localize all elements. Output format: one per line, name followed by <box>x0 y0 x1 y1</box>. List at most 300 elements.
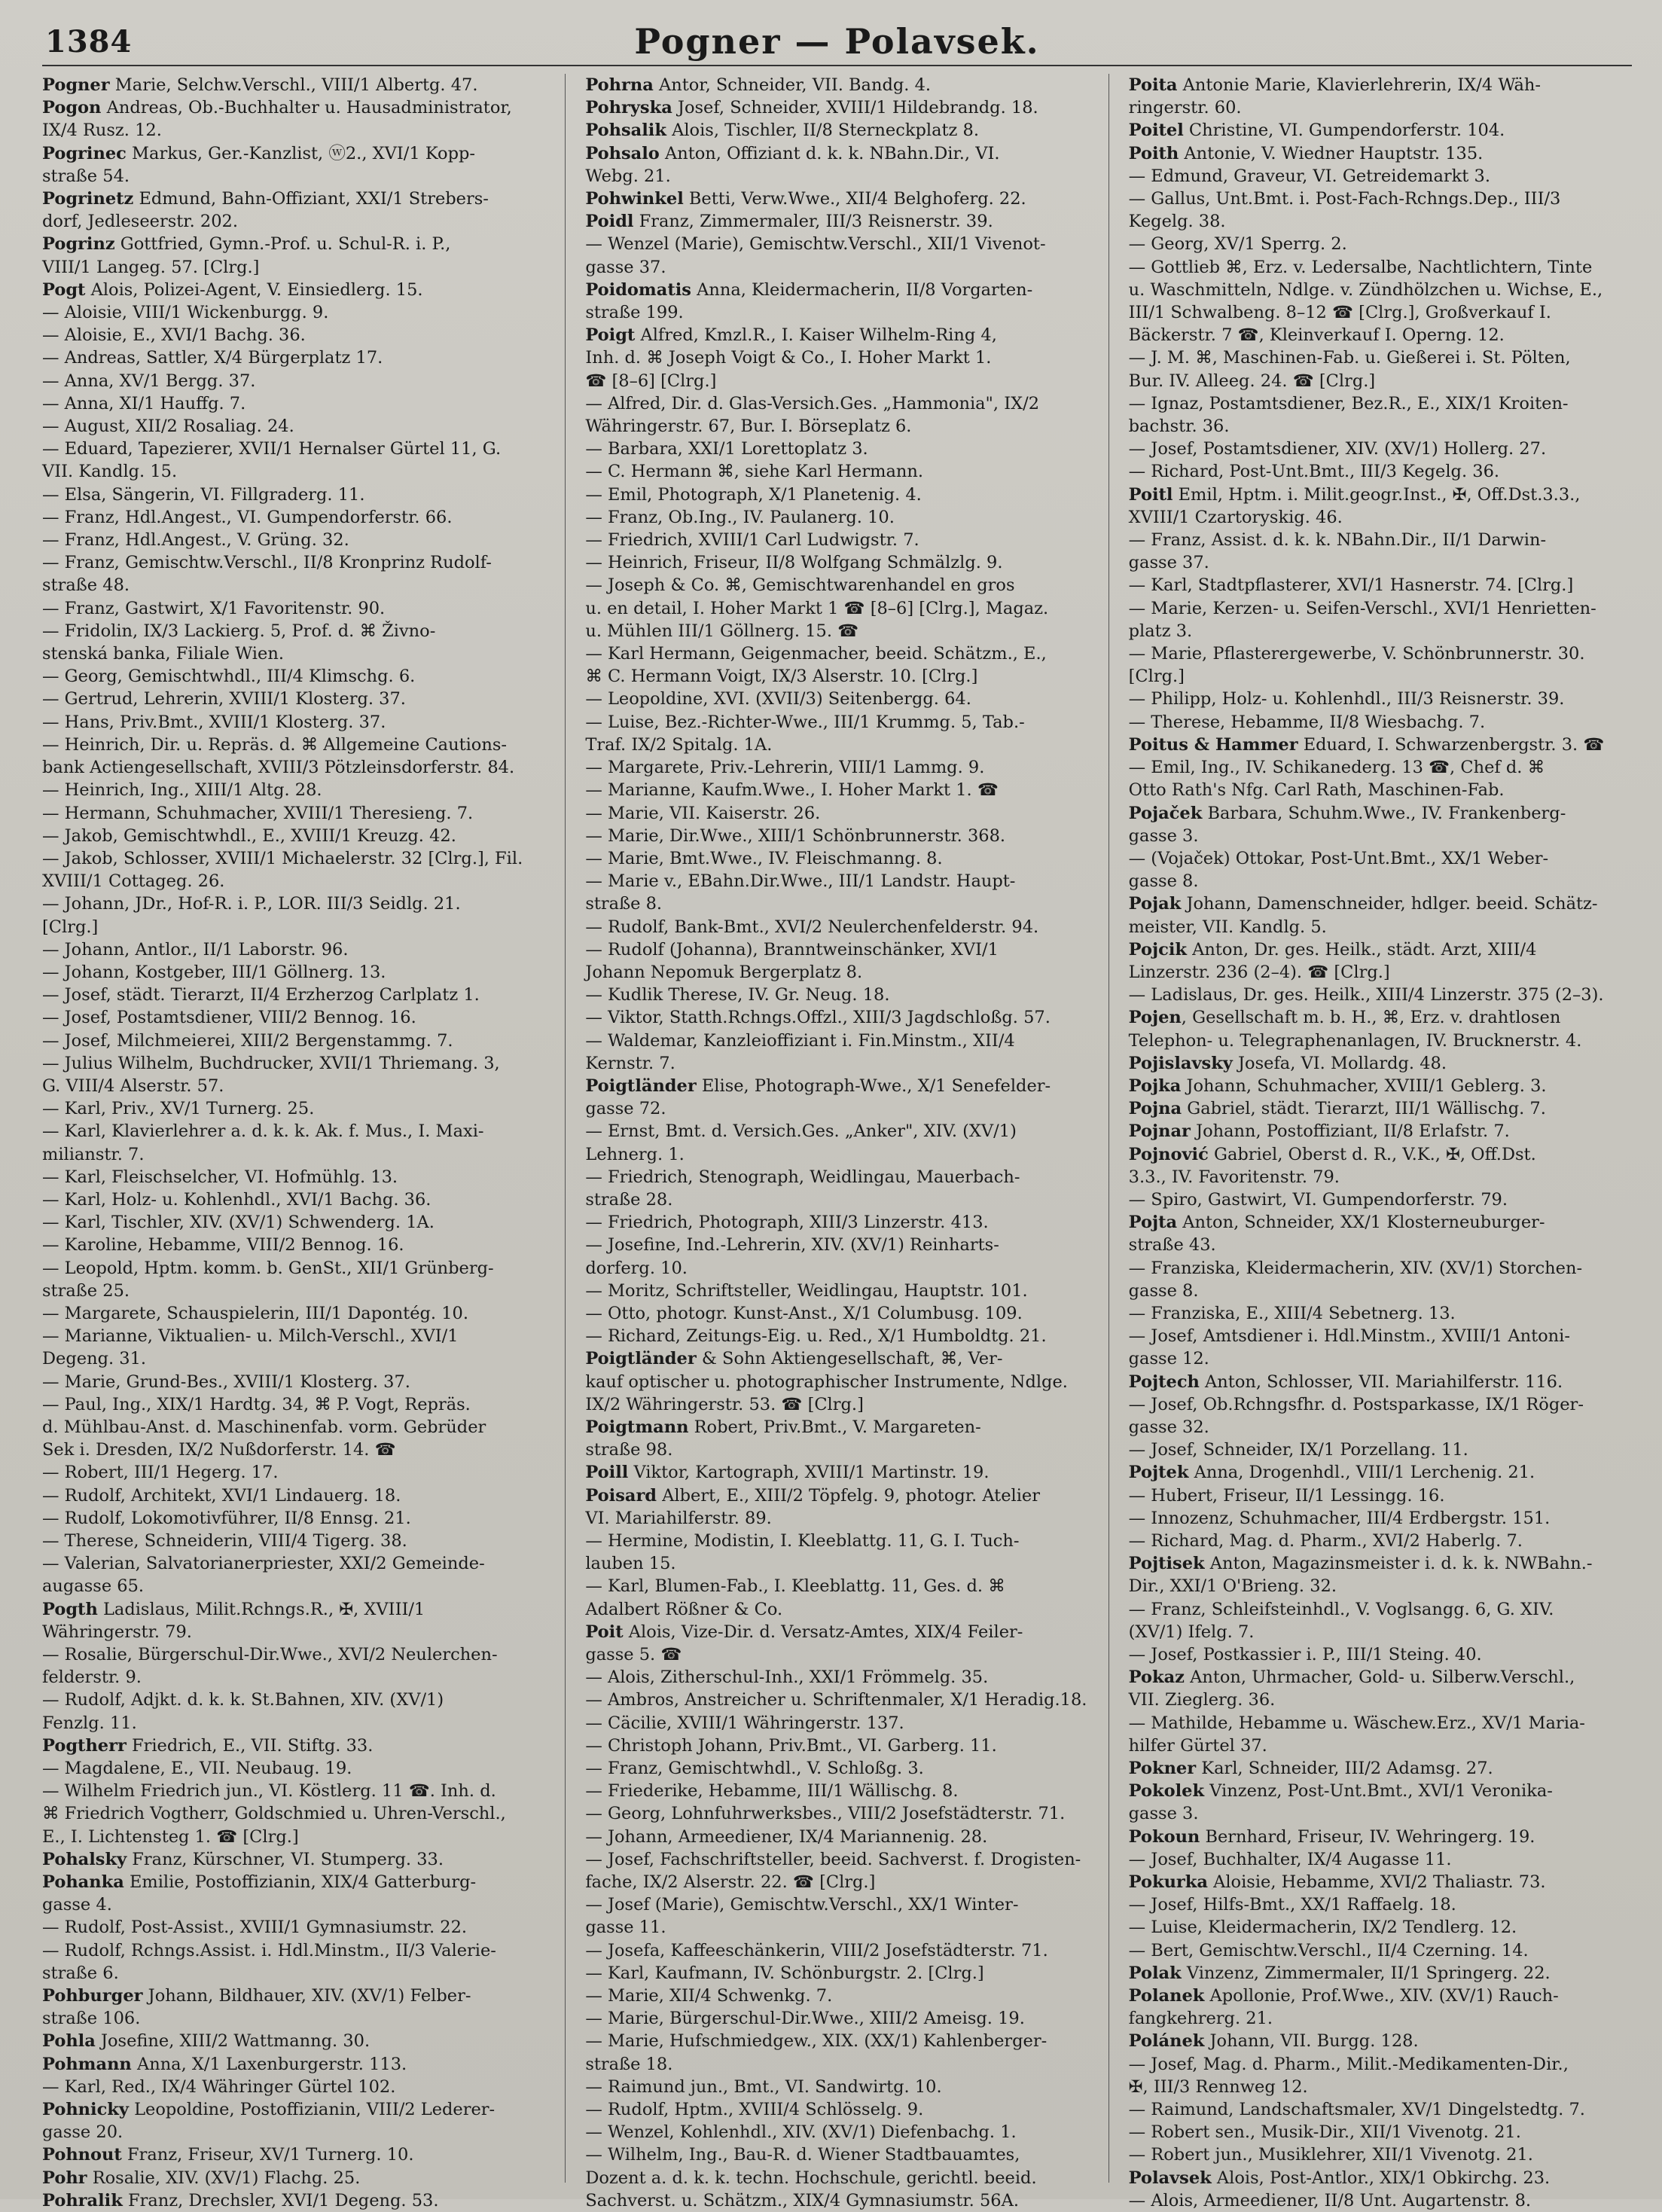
directory-entry <box>585 1393 1088 1416</box>
directory-entry <box>585 711 1088 734</box>
entry-text: — Josef, Buchhalter, IX/4 Augasse 11. <box>1128 1849 1452 1869</box>
entry-text: Apollonie, Prof.Wwe., XIV. (XV/1) Rauch- <box>1204 1986 1559 2006</box>
entry-text: — Georg, Lohnfuhrwerksbes., VIII/2 Josefstädterstr. 71. <box>585 1804 1066 1824</box>
entry-text: — Franz, Schleifsteinhdl., V. Voglsangg. 6, G. XIV. <box>1128 1599 1554 1619</box>
directory-entry <box>1129 74 1632 96</box>
entry-text: — Josef, Amtsdiener i. Hdl.Minstm., XVIII/1 Antoni- <box>1128 1326 1570 1347</box>
entry-text: — Franz, Assist. d. k. k. NBahn.Dir., II/1 Darwin- <box>1128 530 1547 551</box>
directory-entry <box>585 256 1088 279</box>
entry-text: — Leopoldine, XVI. (XVII/3) Seitenbergg. 64. <box>585 689 971 709</box>
directory-entry <box>1129 1666 1632 1689</box>
directory-entry <box>42 96 545 119</box>
entry-text: Fenzlg. 11. <box>42 1713 137 1733</box>
entry-text: Alois, Tischler, II/8 Sterneckplatz 8. <box>666 121 980 141</box>
entry-text: & Sohn Aktiengesellschaft, ⌘, Ver- <box>696 1349 1003 1369</box>
directory-entry <box>42 1780 545 1802</box>
entry-text: Johann, Schuhmacher, XVIII/1 Geblerg. 3. <box>1181 1075 1547 1096</box>
directory-entry <box>585 506 1088 529</box>
directory-entry <box>42 1552 545 1575</box>
entry-text: u. Waschmitteln, Ndlge. v. Zündhölzchen u. Wichse, E., <box>1128 279 1603 300</box>
directory-entry <box>585 938 1088 961</box>
directory-entry <box>1129 370 1632 392</box>
entry-text: Karl, Schneider, III/2 Adamsg. 27. <box>1196 1759 1493 1779</box>
directory-entry <box>42 551 545 574</box>
entry-text: felderstr. 9. <box>42 1667 142 1688</box>
entry-text: — Emil, Photograph, X/1 Planetenig. 4. <box>585 484 922 505</box>
entry-text: — Heinrich, Ing., XIII/1 Altg. 28. <box>42 780 322 801</box>
entry-text: — Karl Hermann, Geigenmacher, beeid. Schätzm., E., <box>585 644 1047 664</box>
entry-text: — Rudolf, Adjkt. d. k. k. St.Bahnen, XIV. (XV/1) <box>42 1690 444 1710</box>
entry-text: — Franziska, E., XIII/4 Sebetnerg. 13. <box>1128 1303 1456 1323</box>
directory-entry <box>585 1712 1088 1735</box>
directory-entry <box>42 1257 545 1280</box>
entry-text: — Richard, Mag. d. Pharm., XVI/2 Haberlg. 7. <box>1128 1531 1523 1551</box>
entry-surname: Pojnar <box>1128 1121 1191 1142</box>
directory-entry <box>42 1416 545 1439</box>
entry-text: — Friederike, Hebamme, III/1 Wällischg. 8. <box>585 1781 959 1802</box>
entry-text: Sek i. Dresden, IX/2 Nußdorferstr. 14. ☎ <box>42 1440 396 1460</box>
entry-text: augasse 65. <box>42 1576 145 1597</box>
entry-text: — J. M. ⌘, Maschinen-Fab. u. Gießerei i. St. Pölten, <box>1128 348 1571 368</box>
entry-text: Anton, Magazinsmeister i. d. k. k. NWBahn.- <box>1204 1554 1593 1574</box>
directory-entry <box>1129 1325 1632 1347</box>
directory-entry <box>42 1371 545 1393</box>
entry-text: — Rudolf, Hptm., XVIII/4 Schlösselg. 9. <box>585 2100 924 2120</box>
entry-text: Lehnerg. 1. <box>585 1144 685 1164</box>
entry-text: — Luise, Bez.-Richter-Wwe., III/1 Krummg. 5, Tab.- <box>585 712 1025 732</box>
column-right <box>1128 74 1632 2210</box>
entry-text: straße 18. <box>585 2054 673 2074</box>
directory-entry <box>42 1916 545 1939</box>
entry-text: ⌘ C. Hermann Voigt, IX/3 Alserstr. 10. [Clrg.] <box>585 667 978 687</box>
entry-surname: Pohalsky <box>42 1849 127 1869</box>
directory-entry <box>1129 1575 1632 1597</box>
entry-text: Antonie Marie, Klavierlehrerin, IX/4 Wäh- <box>1177 75 1542 95</box>
entry-text: — Franz, Gemischtw.Verschl., II/8 Kronprinz Rudolf- <box>42 553 492 573</box>
entry-text: — Emil, Ing., IV. Schikanederg. 13 ☎, Chef d. ⌘ <box>1128 758 1545 778</box>
directory-entry <box>585 370 1088 392</box>
entry-text: Franz, Friseur, XV/1 Turnerg. 10. <box>121 2145 414 2165</box>
directory-entry <box>42 324 545 346</box>
directory-entry <box>1129 142 1632 165</box>
entry-text: — Josef, Hilfs-Bmt., XX/1 Raffaelg. 18. <box>1128 1895 1456 1915</box>
directory-entry <box>585 1893 1088 1916</box>
directory-entry <box>585 1347 1088 1370</box>
entry-text: — Fridolin, IX/3 Lackierg. 5, Prof. d. ⌘ Živno- <box>42 621 436 641</box>
entry-text: Bur. IV. Alleeg. 24. ☎ [Clrg.] <box>1128 371 1376 391</box>
directory-entry <box>42 1893 545 1916</box>
entry-text: — Robert, III/1 Hegerg. 17. <box>42 1463 279 1483</box>
directory-entry <box>1129 279 1632 301</box>
directory-entry <box>585 984 1088 1006</box>
directory-entry <box>585 642 1088 665</box>
directory-entry <box>585 1257 1088 1280</box>
entry-text: Rosalie, XIV. (XV/1) Flachg. 25. <box>87 2168 361 2188</box>
entry-text: Anna, Drogenhdl., VIII/1 Lerchenig. 21. <box>1188 1463 1535 1483</box>
entry-text: ⌘ Friedrich Vogtherr, Goldschmied u. Uhren-Verschl., <box>42 1804 506 1824</box>
directory-entry <box>1129 1347 1632 1370</box>
entry-text: — Mathilde, Hebamme u. Wäschew.Erz., XV/1 Maria- <box>1128 1713 1585 1733</box>
directory-entry <box>1129 484 1632 506</box>
entry-text: gasse 72. <box>585 1099 666 1119</box>
entry-text: Degeng. 31. <box>42 1349 147 1369</box>
entry-surname: Pogrinetz <box>42 189 134 209</box>
entry-text: — Josef, Mag. d. Pharm., Milit.-Medikamenten-Dir., <box>1128 2054 1569 2074</box>
entry-text: — Bert, Gemischtw.Verschl., II/4 Czerning. 14. <box>1128 1940 1529 1960</box>
entry-text: Johann, Postoffiziant, II/8 Erlafstr. 7. <box>1190 1121 1510 1142</box>
entry-text: — Leopold, Hptm. komm. b. GenSt., XII/1 Grünberg- <box>42 1258 494 1278</box>
directory-entry <box>42 165 545 188</box>
directory-entry <box>1129 756 1632 779</box>
entry-surname: Pohrna <box>585 75 654 95</box>
entry-surname: Pogner <box>42 75 110 95</box>
directory-entry <box>42 1439 545 1461</box>
directory-entry <box>585 1416 1088 1439</box>
entry-text: — Raimund jun., Bmt., VI. Sandwirtg. 10. <box>585 2076 942 2097</box>
directory-entry <box>1129 460 1632 483</box>
directory-entry <box>42 1234 545 1256</box>
entry-text: — Karl, Kaufmann, IV. Schönburgstr. 2. [Clrg.] <box>585 1963 984 1983</box>
directory-entry <box>1129 1826 1632 1848</box>
directory-entry <box>585 2076 1088 2098</box>
entry-text: ☎ [8–6] [Clrg.] <box>585 371 717 391</box>
page-header <box>42 20 1632 66</box>
directory-entry <box>585 574 1088 596</box>
directory-entry <box>42 346 545 369</box>
entry-text: Otto Rath's Nfg. Carl Rath, Maschinen-Fab. <box>1128 780 1505 801</box>
entry-text: — Josef (Marie), Gemischtw.Verschl., XX/1 Winter- <box>585 1895 1019 1915</box>
directory-entry <box>1129 1120 1632 1143</box>
entry-text: — Innozenz, Schuhmacher, III/4 Erdbergstr. 151. <box>1128 1508 1551 1528</box>
directory-entry <box>1129 1143 1632 1166</box>
directory-entry <box>42 1575 545 1597</box>
directory-entry <box>585 1689 1088 1711</box>
directory-entry <box>1129 1643 1632 1666</box>
entry-surname: Polak <box>1128 1963 1182 1983</box>
directory-entry <box>1129 1598 1632 1621</box>
directory-entry <box>585 1507 1088 1530</box>
entry-text: Franz, Kürschner, VI. Stumperg. 33. <box>127 1849 444 1869</box>
entry-text: Emil, Hptm. i. Milit.geogr.Inst., ✠, Off.Dst.3.3., <box>1173 484 1581 505</box>
entry-text: — Alois, Zitherschul-Inh., XXI/1 Frömmelg. 35. <box>585 1667 989 1688</box>
directory-entry <box>585 1962 1088 1985</box>
entry-surname: Pohryska <box>585 98 672 118</box>
directory-entry <box>1129 1461 1632 1484</box>
directory-entry <box>42 1484 545 1507</box>
directory-entry <box>585 916 1088 938</box>
entry-surname: Pohnout <box>42 2145 122 2165</box>
directory-entry <box>585 279 1088 301</box>
entry-text: straße 48. <box>42 575 130 596</box>
entry-text: Währingerstr. 79. <box>42 1622 192 1642</box>
entry-text: — Johann, Antlor., II/1 Laborstr. 96. <box>42 939 349 960</box>
directory-entry <box>1129 1439 1632 1461</box>
directory-entry <box>1129 1735 1632 1757</box>
directory-entry <box>1129 1985 1632 2007</box>
entry-text: — Johann, JDr., Hof-R. i. P., LOR. III/3 Seidlg. 21. <box>42 894 461 914</box>
entry-text: — Hermann, Schuhmacher, XVIII/1 Theresieng. 7. <box>42 803 474 823</box>
entry-text: — Josef, Postkassier i. P., III/1 Steing. 40. <box>1128 1645 1482 1665</box>
entry-text: Anton, Offiziant d. k. k. NBahn.Dir., VI. <box>659 143 1000 163</box>
entry-text: dorferg. 10. <box>585 1258 688 1278</box>
entry-text: — Alois, Armeediener, II/8 Unt. Augartenstr. 8. <box>1128 2190 1532 2210</box>
entry-text: — Marianne, Kaufm.Wwe., I. Hoher Markt 1. ☎ <box>585 780 999 801</box>
entry-text: — Karl, Priv., XV/1 Turnerg. 25. <box>42 1099 315 1119</box>
directory-entry <box>585 734 1088 756</box>
directory-entry <box>585 1234 1088 1256</box>
entry-text: — Karoline, Hebamme, VIII/2 Bennog. 16. <box>42 1235 404 1256</box>
entry-text: — Karl, Blumen-Fab., I. Kleeblattg. 11, Ges. d. ⌘ <box>585 1576 1005 1597</box>
directory-entry <box>42 1211 545 1234</box>
directory-entry <box>585 96 1088 119</box>
entry-text: — Georg, XV/1 Sperrg. 2. <box>1128 234 1347 255</box>
entry-text: Johann, Damenschneider, hdlger. beeid. Schätz- <box>1181 894 1598 914</box>
entry-surname: Pokurka <box>1128 1872 1208 1893</box>
directory-entry <box>1129 210 1632 233</box>
entry-text: Anton, Dr. ges. Heilk., städt. Arzt, XIII/4 <box>1186 939 1537 960</box>
entry-surname: Pohsalo <box>585 143 660 163</box>
entry-text: straße 25. <box>42 1280 130 1301</box>
entry-surname: Poitus & Hammer <box>1128 734 1298 755</box>
directory-entry <box>585 1621 1088 1643</box>
entry-text: Alfred, Kmzl.R., I. Kaiser Wilhelm-Ring 4, <box>635 325 997 346</box>
entry-surname: Pogrinec <box>42 143 127 163</box>
entry-text: — Marie, Grund-Bes., XVIII/1 Klosterg. 37. <box>42 1371 410 1392</box>
entry-text: — Gallus, Unt.Bmt. i. Post-Fach-Rchngs.Dep., III/3 <box>1128 189 1561 209</box>
entry-text: Anna, X/1 Laxenburgerstr. 113. <box>131 2054 407 2074</box>
entry-text: — Therese, Hebamme, II/8 Wiesbachg. 7. <box>1128 712 1486 732</box>
entry-text: — Georg, Gemischtwhdl., III/4 Klimschg. 6. <box>42 667 416 687</box>
directory-entry <box>42 2007 545 2030</box>
directory-entry <box>1129 1280 1632 1302</box>
directory-entry <box>42 1871 545 1893</box>
directory-entry <box>42 1530 545 1552</box>
entry-text: — Karl, Red., IX/4 Währinger Gürtel 102. <box>42 2076 396 2097</box>
entry-text: hilfer Gürtel 37. <box>1128 1735 1267 1756</box>
entry-text: — Marie, Dir.Wwe., XIII/1 Schönbrunnerstr. 368. <box>585 825 1006 846</box>
directory-entry <box>42 2143 545 2166</box>
entry-text: bank Actiengesellschaft, XVIII/3 Pötzleinsdorferstr. 84. <box>42 758 515 778</box>
entry-text: — Wenzel, Kohlenhdl., XIV. (XV/1) Diefenbachg. 1. <box>585 2122 1017 2143</box>
entry-text: — Friedrich, Stenograph, Weidlingau, Mauerbach- <box>585 1167 1020 1187</box>
directory-entry <box>585 2098 1088 2121</box>
directory-entry <box>1129 2143 1632 2166</box>
entry-text: — Margarete, Schauspielerin, III/1 Dapontég. 10. <box>42 1303 468 1323</box>
directory-entry <box>585 324 1088 346</box>
directory-entry <box>585 142 1088 165</box>
entry-text: — Kudlik Therese, IV. Gr. Neug. 18. <box>585 985 890 1005</box>
entry-surname: Pogtherr <box>42 1735 127 1756</box>
entry-text: straße 106. <box>42 2009 141 2029</box>
directory-entry <box>42 1985 545 2007</box>
entry-text: Antonie, V. Wiedner Hauptstr. 135. <box>1179 143 1484 163</box>
directory-entry <box>42 1006 545 1029</box>
entry-surname: Poit <box>585 1622 624 1642</box>
directory-entry <box>1129 1257 1632 1280</box>
entry-text: Alois, Vize-Dir. d. Versatz-Amtes, XIX/4 Feiler- <box>623 1622 1023 1642</box>
entry-text: Bäckerstr. 7 ☎, Kleinverkauf I. Operng. 12. <box>1128 325 1505 346</box>
entry-text: Johann Nepomuk Bergerplatz 8. <box>585 962 863 982</box>
directory-entry <box>1129 1939 1632 1962</box>
entry-surname: Pojcik <box>1128 939 1187 960</box>
directory-entry <box>585 1120 1088 1143</box>
entry-text: , Gesellschaft m. b. H., ⌘, Erz. v. drahtlosen <box>1181 1008 1561 1028</box>
directory-entry <box>42 1712 545 1735</box>
directory-entry <box>1129 1848 1632 1871</box>
entry-text: — Heinrich, Friseur, II/8 Wolfgang Schmälzlg. 9. <box>585 553 1003 573</box>
entry-surname: Pojtek <box>1128 1463 1189 1483</box>
entry-text: straße 54. <box>42 166 130 186</box>
entry-text: — Alfred, Dir. d. Glas-Versich.Ges. „Hammonia", IX/2 <box>585 393 1040 413</box>
entry-text: gasse 12. <box>1128 1349 1209 1369</box>
entry-text: Robert, Priv.Bmt., V. Margareten- <box>688 1417 981 1437</box>
entry-text: Anna, Kleidermacherin, II/8 Vorgarten- <box>691 279 1033 300</box>
entry-text: — Joseph & Co. ⌘, Gemischtwarenhandel en gros <box>585 575 1015 596</box>
entry-text: — Aloisie, VIII/1 Wickenburgg. 9. <box>42 303 329 323</box>
directory-entry <box>1129 1188 1632 1211</box>
directory-entry <box>585 119 1088 142</box>
directory-entry <box>1129 597 1632 620</box>
entry-text: — Cäcilie, XVIII/1 Währingerstr. 137. <box>585 1713 904 1733</box>
directory-entry <box>585 1302 1088 1325</box>
directory-entry <box>585 529 1088 551</box>
entry-surname: Pojna <box>1128 1099 1182 1119</box>
directory-entry <box>1129 256 1632 279</box>
directory-entry <box>42 1621 545 1643</box>
entry-text: stenská banka, Filiale Wien. <box>42 644 284 664</box>
entry-text: — Karl, Stadtpflasterer, XVI/1 Hasnerstr. 74. [Clrg.] <box>1128 575 1574 596</box>
entry-text: — Karl, Fleischselcher, VI. Hofmühlg. 13. <box>42 1167 398 1187</box>
directory-entry <box>42 870 545 892</box>
entry-text: — Raimund, Landschaftsmaler, XV/1 Dingelstedtg. 7. <box>1128 2100 1585 2120</box>
entry-text: straße 43. <box>1128 1235 1216 1256</box>
directory-entry <box>42 2098 545 2121</box>
entry-text: — Karl, Tischler, XIV. (XV/1) Schwenderg. 1A. <box>42 1213 435 1233</box>
directory-entry <box>585 756 1088 779</box>
entry-text: — Rudolf, Lokomotivführer, II/8 Ennsg. 21. <box>42 1508 411 1528</box>
directory-entry <box>1129 346 1632 369</box>
directory-entry <box>585 210 1088 233</box>
directory-entry <box>585 1939 1088 1962</box>
directory-entry <box>585 1325 1088 1347</box>
directory-entry <box>1129 665 1632 688</box>
entry-text: Johann, Bildhauer, XIV. (XV/1) Felber- <box>142 1986 471 2006</box>
directory-entry <box>1129 1416 1632 1439</box>
entry-surname: Poitel <box>1128 121 1184 141</box>
entry-surname: Pojaček <box>1128 803 1203 823</box>
directory-entry <box>1129 2121 1632 2143</box>
directory-entry <box>42 620 545 642</box>
entry-surname: Pogrinz <box>42 234 115 255</box>
entry-text: Alois, Post-Antlor., XIX/1 Obkirchg. 23. <box>1211 2168 1551 2188</box>
directory-entry <box>1129 1302 1632 1325</box>
directory-entry <box>585 165 1088 188</box>
entry-text: gasse 3. <box>1128 825 1199 846</box>
directory-entry <box>1129 1689 1632 1711</box>
directory-entry <box>1129 1712 1632 1735</box>
entry-text: gasse 32. <box>1128 1417 1209 1437</box>
entry-text: dorf, Jedleseerstr. 202. <box>42 212 238 232</box>
entry-text: — Rudolf, Bank-Bmt., XVI/2 Neulerchenfelderstr. 94. <box>585 917 1039 937</box>
entry-text: — Otto, photogr. Kunst-Anst., X/1 Columbusg. 109. <box>585 1303 1023 1323</box>
directory-entry <box>1129 1530 1632 1552</box>
entry-text: Christine, VI. Gumpendorferstr. 104. <box>1183 121 1505 141</box>
directory-entry <box>585 1916 1088 1939</box>
entry-text: — Josef, städt. Tierarzt, II/4 Erzherzog Carlplatz 1. <box>42 985 480 1005</box>
entry-surname: Pohmann <box>42 2054 132 2074</box>
entry-text: Vinzenz, Zimmermaler, II/1 Springerg. 22. <box>1181 1963 1551 1983</box>
directory-entry <box>42 1325 545 1347</box>
entry-text: gasse 20. <box>42 2122 124 2143</box>
entry-text: — Magdalene, E., VII. Neubaug. 19. <box>42 1759 352 1779</box>
directory-entry <box>1129 1006 1632 1029</box>
directory-entry <box>1129 2076 1632 2098</box>
directory-entry <box>1129 1893 1632 1916</box>
entry-surname: Pohnicky <box>42 2100 129 2120</box>
directory-entry <box>585 688 1088 710</box>
directory-entry <box>42 279 545 301</box>
entry-surname: Pohr <box>42 2168 87 2188</box>
entry-text: Bernhard, Friseur, IV. Wehringerg. 19. <box>1200 1826 1535 1847</box>
directory-entry <box>1129 1484 1632 1507</box>
entry-text: — Marie, Bürgerschul-Dir.Wwe., XIII/2 Ameisg. 19. <box>585 2009 1025 2029</box>
entry-text: — Margarete, Priv.-Lehrerin, VIII/1 Lammg. 9. <box>585 758 985 778</box>
entry-text: Währingerstr. 67, Bur. I. Börseplatz 6. <box>585 416 912 437</box>
directory-entry <box>1129 1916 1632 1939</box>
directory-entry <box>1129 2053 1632 2076</box>
directory-entry <box>42 1461 545 1484</box>
entry-text: Leopoldine, Postoffizianin, VIII/2 Lederer- <box>128 2100 496 2120</box>
entry-text: — Rudolf, Post-Assist., XVIII/1 Gymnasiumstr. 22. <box>42 1918 468 1938</box>
entry-text: — Ignaz, Postamtsdiener, Bez.R., E., XIX/1 Kroiten- <box>1128 393 1569 413</box>
directory-entry <box>42 438 545 460</box>
entry-text: — Josefa, Kaffeeschänkerin, VIII/2 Josefstädterstr. 71. <box>585 1940 1048 1960</box>
entry-text: — Josef, Ob.Rchngsfhr. d. Postsparkasse, IX/1 Röger- <box>1128 1394 1584 1414</box>
entry-text: III/1 Schwalbeng. 8–12 ☎ [Clrg.], Großverkauf I. <box>1128 303 1551 323</box>
directory-entry <box>42 233 545 255</box>
running-head: Pogner — Polavsek. <box>634 21 1040 62</box>
entry-surname: Poitl <box>1128 484 1173 505</box>
directory-entry <box>585 1735 1088 1757</box>
entry-surname: Poita <box>1128 75 1178 95</box>
entry-text: — Franziska, Kleidermacherin, XIV. (XV/1) Storchen- <box>1128 1258 1583 1278</box>
directory-entry <box>1129 1371 1632 1393</box>
entry-surname: Poisard <box>585 1485 657 1506</box>
entry-surname: Pokner <box>1128 1759 1197 1779</box>
entry-text: — Rudolf, Architekt, XVI/1 Lindauerg. 18. <box>42 1485 401 1506</box>
entry-text: — Josef, Fachschriftsteller, beeid. Sachverst. f. Drogisten- <box>585 1849 1081 1869</box>
entry-text: Eduard, I. Schwarzenbergstr. 3. ☎ <box>1298 734 1605 755</box>
directory-entry <box>585 1052 1088 1075</box>
directory-entry <box>585 551 1088 574</box>
entry-surname: Pojtech <box>1128 1371 1200 1392</box>
directory-entry <box>585 1575 1088 1597</box>
directory-entry <box>42 2030 545 2052</box>
directory-entry <box>1129 96 1632 119</box>
directory-entry <box>42 1143 545 1166</box>
entry-text: — Rosalie, Bürgerschul-Dir.Wwe., XVI/2 Neulerchen- <box>42 1645 498 1665</box>
directory-entry <box>1129 415 1632 438</box>
entry-text: — Johann, Kostgeber, III/1 Göllnerg. 13. <box>42 962 386 982</box>
directory-entry <box>585 233 1088 255</box>
directory-entry <box>42 574 545 596</box>
directory-entry <box>42 1280 545 1302</box>
entry-text: Johann, VII. Burgg. 128. <box>1204 2031 1419 2052</box>
entry-text: G. VIII/4 Alserstr. 57. <box>42 1075 224 1096</box>
directory-entry <box>42 370 545 392</box>
entry-text: — Heinrich, Dir. u. Repräs. d. ⌘ Allgemeine Cautions- <box>42 734 507 755</box>
entry-text: Viktor, Kartograph, XVIII/1 Martinstr. 19. <box>628 1463 990 1483</box>
